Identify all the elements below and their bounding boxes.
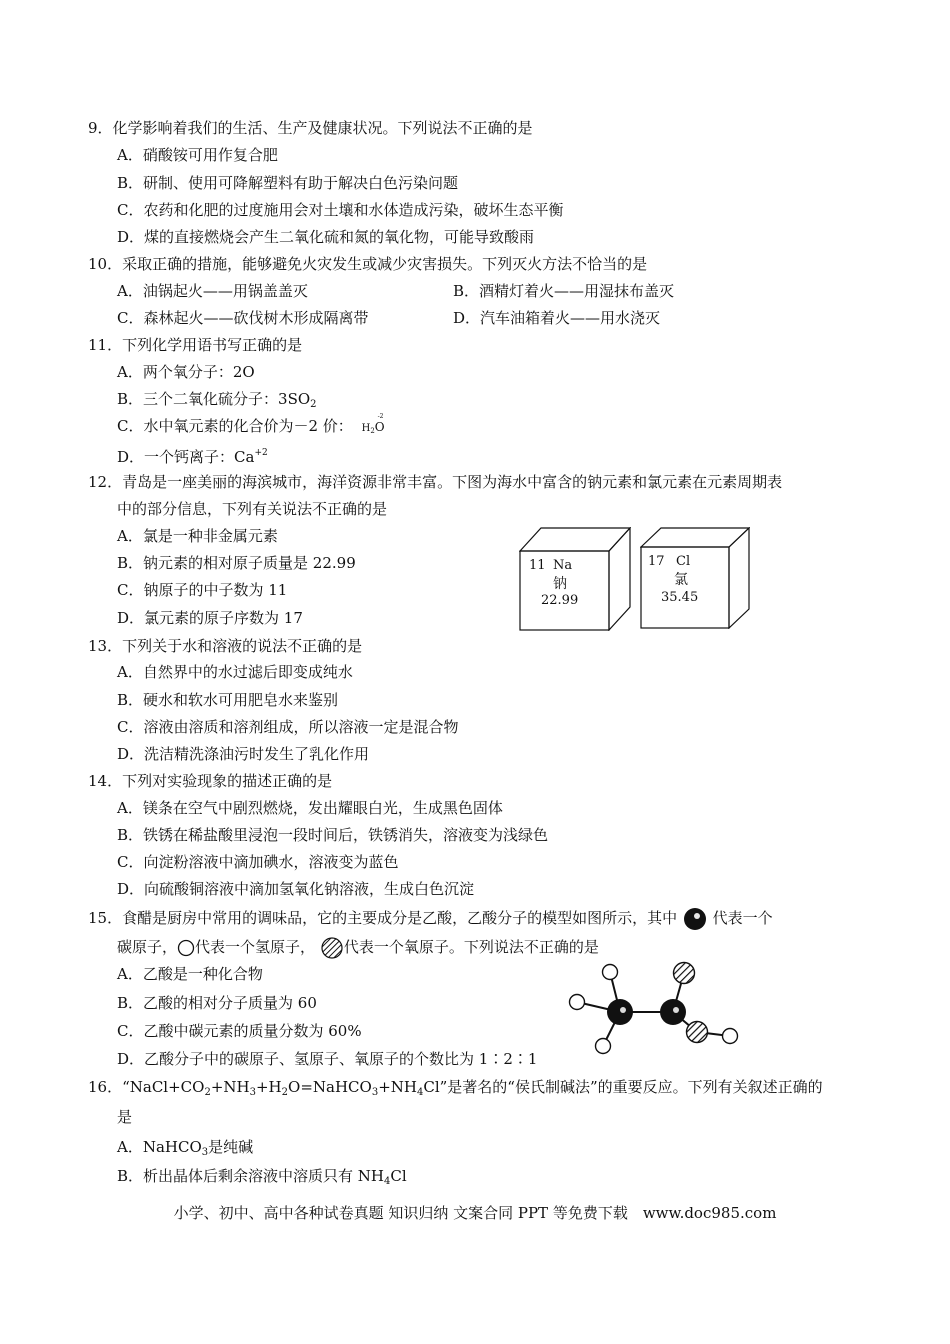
q16-sub4: 3 — [371, 1087, 379, 1098]
q12-option-a: A．氯是一种非金属元素 — [117, 527, 278, 545]
q16-s1d: O=NaHCO — [288, 1078, 372, 1096]
q11-option-c — [117, 413, 385, 441]
sodium-mass: 22.99 — [541, 593, 579, 608]
chlorine-name: 氯 — [674, 572, 688, 588]
q14-option-d: D．向硫酸铜溶液中滴加氢氧化钠溶液，生成白色沉淀 — [117, 880, 475, 898]
q15-stem2-a: 碳原子， — [117, 938, 178, 956]
q11-d-text: D．一个钙离子：Ca — [117, 448, 255, 466]
sodium-number: 11 — [529, 558, 546, 573]
q12-option-b: B．钠元素的相对原子质量是 22.99 — [117, 554, 356, 572]
molecule-carbon-atom-1 — [607, 999, 633, 1025]
q11-b-subscript: 2 — [310, 399, 317, 410]
q14-stem: 14．下列对实验现象的描述正确的是 — [88, 772, 333, 790]
q9-option-c: C．农药和化肥的过度施用会对土壤和水体造成污染，破坏生态平衡 — [117, 201, 564, 219]
q15-stem2-c: 代表一个氧原子。下列说法不正确的是 — [343, 938, 599, 956]
q16-a-sub: 3 — [201, 1147, 209, 1158]
chlorine-number: 17 — [648, 554, 665, 569]
sodium-name: 钠 — [553, 576, 567, 592]
q10-option-d: D．汽车油箱着火——用水浇灭 — [453, 309, 661, 327]
q11-d-superscript: +2 — [254, 448, 268, 458]
q10-stem: 10．采取正确的措施，能够避免火灾发生或减少灾害损失。下列灭火方法不恰当的是 — [88, 255, 648, 273]
q9-option-b: B．研制、使用可降解塑料有助于解决白色污染问题 — [117, 174, 459, 192]
q13-option-d: D．洗洁精洗涤油污时发生了乳化作用 — [117, 745, 370, 763]
q10-option-c: C．森林起火——砍伐树木形成隔离带 — [117, 309, 369, 327]
molecule-hydrogen-atom-3 — [596, 1039, 611, 1054]
q16-option-b — [117, 1166, 407, 1192]
valence-formula-sub: 2 — [370, 427, 375, 435]
q16-option-a — [117, 1137, 253, 1163]
acetic-acid-molecule-diagram — [560, 960, 760, 1060]
q16-stem-line1 — [88, 1077, 823, 1103]
q13-option-b: B．硬水和软水可用肥皂水来鉴别 — [117, 691, 339, 709]
valence-formula-o: O — [374, 420, 385, 434]
q16-sub1: 2 — [204, 1087, 211, 1098]
q15-option-a: A．乙酸是一种化合物 — [117, 965, 263, 983]
q16-sub5: 4 — [416, 1087, 424, 1098]
sodium-element-cube — [519, 527, 631, 631]
q15-option-b: B．乙酸的相对分子质量为 60 — [117, 994, 317, 1012]
q13-option-c: C．溶液由溶质和溶剂组成，所以溶液一定是混合物 — [117, 718, 459, 736]
oxygen-atom-icon — [320, 937, 344, 959]
q16-a-text: A．NaHCO — [117, 1138, 202, 1156]
q16-s1a: 16．“NaCl+CO — [88, 1078, 205, 1096]
q12-stem-line2: 中的部分信息，下列有关说法不正确的是 — [117, 500, 388, 518]
q16-s1b: +NH — [210, 1078, 250, 1096]
q11-option-d — [117, 443, 268, 467]
q15-stem1-a: 15．食醋是厨房中常用的调味品，它的主要成分是乙酸，乙酸分子的模型如图所示，其中 — [88, 909, 678, 927]
q15-option-c: C．乙酸中碳元素的质量分数为 60% — [117, 1022, 362, 1040]
molecule-oxygen-atom-1 — [674, 963, 695, 984]
q16-a-text2: 是纯碱 — [208, 1138, 254, 1156]
q15-stem-line2 — [117, 937, 599, 959]
q16-stem-line2: 是 — [117, 1108, 133, 1126]
q12-option-c: C．钠原子的中子数为 11 — [117, 581, 288, 599]
q16-b-sub: 4 — [384, 1176, 391, 1187]
q11-b-text: B．三个二氧化硫分子：3SO — [117, 390, 311, 408]
valence-formula-h: H — [361, 423, 371, 434]
q9-option-d: D．煤的直接燃烧会产生二氧化硫和氮的氧化物，可能导致酸雨 — [117, 228, 535, 246]
q16-sub2: 3 — [249, 1087, 256, 1098]
q15-option-d: D．乙酸分子中的碳原子、氢原子、氧原子的个数比为 1∶2∶1 — [117, 1050, 538, 1068]
carbon-atom-icon — [682, 907, 708, 931]
q14-option-c: C．向淀粉溶液中滴加碘水，溶液变为蓝色 — [117, 853, 399, 871]
q16-sub3: 2 — [281, 1087, 289, 1098]
q14-option-b: B．铁锈在稀盐酸里浸泡一段时间后，铁锈消失，溶液变为浅绿色 — [117, 826, 549, 844]
page-footer: 小学、初中、高中各种试卷真题 知识归纳 文案合同 PPT 等免费下载 www.doc985.com — [173, 1204, 777, 1222]
q14-option-a: A．镁条在空气中剧烈燃烧，发出耀眼白光，生成黑色固体 — [117, 799, 503, 817]
q11-option-b — [117, 389, 317, 415]
molecule-hydrogen-atom-2 — [570, 995, 585, 1010]
sodium-cube-outline — [519, 527, 631, 631]
molecule-carbon-atom-2 — [660, 999, 686, 1025]
valence-mark: -2 — [377, 413, 384, 420]
q15-stem-line1 — [88, 907, 773, 931]
q9-stem: 9．化学影响着我们的生活、生产及健康状况。下列说法不正确的是 — [88, 119, 533, 137]
q16-b-text: B．析出晶体后剩余溶液中溶质只有 NH — [117, 1167, 384, 1185]
q11-stem: 11．下列化学用语书写正确的是 — [88, 336, 303, 354]
molecule-hydrogen-atom-1 — [603, 965, 618, 980]
sodium-symbol: Na — [553, 558, 573, 573]
q15-stem2-b: 代表一个氢原子， — [195, 938, 316, 956]
q10-option-a: A．油锅起火——用锅盖盖灭 — [117, 282, 308, 300]
q13-stem: 13．下列关于水和溶液的说法不正确的是 — [88, 637, 363, 655]
q16-s1c: +H — [255, 1078, 282, 1096]
q9-option-a: A．硝酸铵可用作复合肥 — [117, 146, 278, 164]
q10-option-b: B．酒精灯着火——用湿抹布盖灭 — [453, 282, 675, 300]
q12-stem-line1: 12．青岛是一座美丽的海滨城市，海洋资源非常丰富。下图为海水中富含的钠元素和氯元素在元素周期表 — [88, 473, 783, 491]
q16-b-text2: Cl — [390, 1167, 407, 1185]
chlorine-element-cube — [640, 527, 750, 629]
q15-stem1-b: 代表一个 — [712, 909, 773, 927]
q16-s1f: Cl”是著名的“侯氏制碱法”的重要反应。下列有关叙述正确的 — [423, 1078, 823, 1096]
chlorine-symbol: Cl — [676, 554, 691, 569]
valence-formula — [361, 413, 385, 441]
q11-c-text: C．水中氧元素的化合价为－2 价： — [117, 417, 353, 435]
q16-s1e: +NH — [378, 1078, 417, 1096]
hydrogen-atom-icon — [177, 939, 195, 957]
molecule-hydrogen-atom-4 — [723, 1029, 738, 1044]
q12-option-d: D．氯元素的原子序数为 17 — [117, 609, 303, 627]
q11-option-a: A．两个氧分子：2O — [117, 363, 255, 381]
chlorine-mass: 35.45 — [661, 590, 699, 605]
molecule-oxygen-atom-2 — [687, 1022, 708, 1043]
q13-option-a: A．自然界中的水过滤后即变成纯水 — [117, 663, 353, 681]
chlorine-cube-outline — [640, 527, 750, 629]
